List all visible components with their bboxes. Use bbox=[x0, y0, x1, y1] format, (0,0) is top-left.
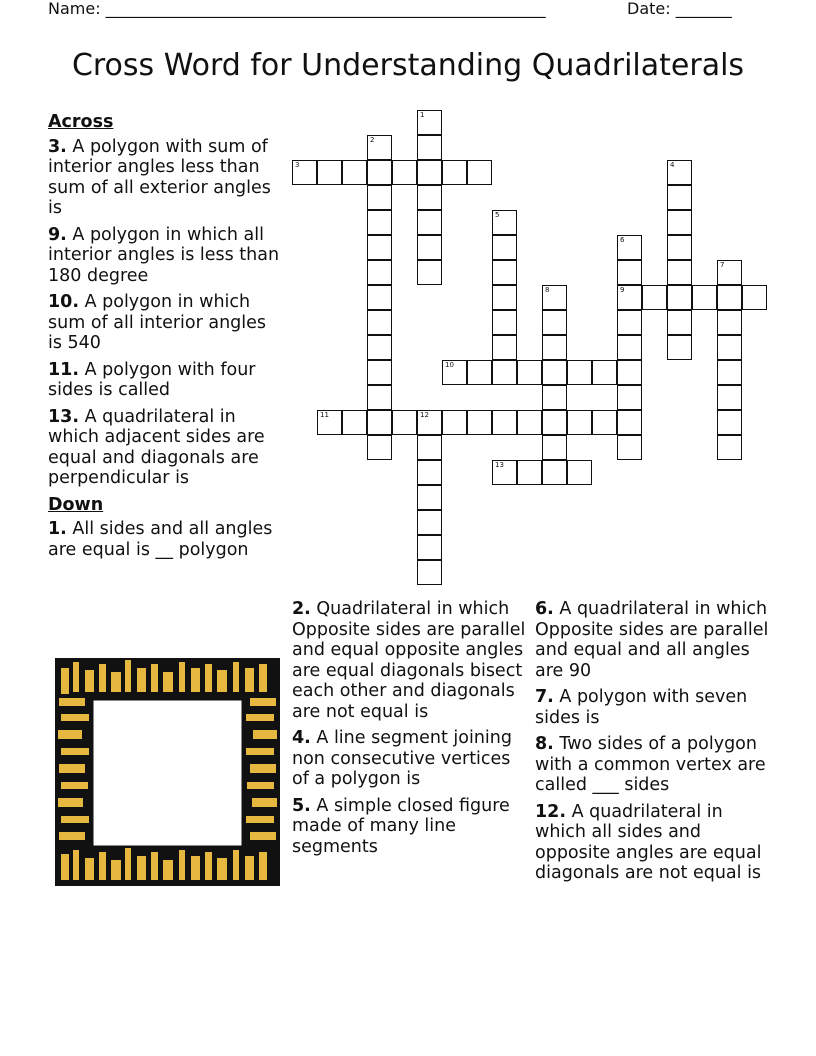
grid-cell[interactable] bbox=[617, 260, 642, 285]
grid-cell[interactable] bbox=[442, 410, 467, 435]
clue-down-7 bbox=[535, 687, 775, 728]
grid-cell[interactable] bbox=[567, 410, 592, 435]
grid-cell[interactable] bbox=[667, 285, 692, 310]
grid-cell[interactable] bbox=[367, 260, 392, 285]
clue-text: A quadrilateral in which Opposite sides are parallel and equal and all angles are 90 bbox=[535, 599, 769, 681]
grid-cell[interactable] bbox=[617, 335, 642, 360]
grid-cell[interactable] bbox=[542, 335, 567, 360]
grid-cell-number: 11 bbox=[320, 411, 329, 419]
grid-cell[interactable] bbox=[492, 310, 517, 335]
grid-cell-number: 7 bbox=[720, 261, 725, 269]
grid-cell[interactable] bbox=[492, 210, 517, 235]
grid-cell[interactable] bbox=[367, 210, 392, 235]
grid-cell-number: 13 bbox=[495, 461, 504, 469]
clue-across-3 bbox=[48, 137, 284, 219]
grid-cell-number: 6 bbox=[620, 236, 625, 244]
grid-cell[interactable] bbox=[417, 535, 442, 560]
grid-cell[interactable] bbox=[417, 560, 442, 585]
grid-cell[interactable] bbox=[492, 410, 517, 435]
grid-cell[interactable] bbox=[467, 360, 492, 385]
grid-cell[interactable] bbox=[617, 435, 642, 460]
clues-left-column bbox=[48, 112, 284, 566]
clue-down-8 bbox=[535, 734, 775, 796]
clue-number: 11. bbox=[48, 359, 80, 380]
grid-cell[interactable] bbox=[667, 160, 692, 185]
grid-cell[interactable] bbox=[667, 260, 692, 285]
grid-cell[interactable] bbox=[317, 160, 342, 185]
grid-cell[interactable] bbox=[567, 460, 592, 485]
clue-text: A polygon in which all interior angles is less than 180 degree bbox=[48, 224, 280, 286]
grid-cell-number: 1 bbox=[420, 111, 425, 119]
clue-down-5 bbox=[292, 796, 528, 858]
grid-cell[interactable] bbox=[367, 335, 392, 360]
clue-number: 1. bbox=[48, 519, 67, 539]
grid-cell[interactable] bbox=[367, 385, 392, 410]
grid-cell[interactable] bbox=[617, 285, 642, 310]
clue-text: A polygon with seven sides is bbox=[535, 687, 748, 728]
down-header: Down bbox=[48, 494, 104, 515]
clue-number: 12. bbox=[535, 801, 567, 822]
grid-cell[interactable] bbox=[492, 260, 517, 285]
grid-cell[interactable] bbox=[417, 135, 442, 160]
grid-cell[interactable] bbox=[642, 285, 667, 310]
grid-cell[interactable] bbox=[392, 410, 417, 435]
grid-cell[interactable] bbox=[367, 235, 392, 260]
clue-text: A polygon with sum of interior angles less than sum of all exterior angles is bbox=[48, 136, 271, 218]
grid-cell[interactable] bbox=[717, 410, 742, 435]
grid-cell[interactable] bbox=[617, 235, 642, 260]
clue-text: A quadrilateral in which all sides and opposite angles are equal diagonals are not equal is bbox=[535, 801, 762, 883]
clue-number: 4. bbox=[292, 728, 311, 748]
grid-cell[interactable] bbox=[417, 210, 442, 235]
grid-cell[interactable] bbox=[542, 360, 567, 385]
clue-number: 5. bbox=[292, 795, 311, 816]
grid-cell[interactable] bbox=[417, 410, 442, 435]
grid-cell[interactable] bbox=[417, 160, 442, 185]
grid-cell[interactable] bbox=[442, 360, 467, 385]
clue-number: 10. bbox=[48, 292, 80, 312]
grid-cell[interactable] bbox=[342, 410, 367, 435]
grid-cell[interactable] bbox=[342, 160, 367, 185]
grid-cell[interactable] bbox=[367, 135, 392, 160]
grid-cell[interactable] bbox=[617, 310, 642, 335]
grid-cell[interactable] bbox=[417, 460, 442, 485]
clue-number: 6. bbox=[535, 599, 554, 619]
grid-cell[interactable] bbox=[367, 160, 392, 185]
grid-cell-number: 4 bbox=[670, 161, 675, 169]
clue-text: A quadrilateral in which adjacent sides are equal and diagonals are perpendicular is bbox=[48, 406, 265, 488]
grid-cell[interactable] bbox=[517, 460, 542, 485]
grid-cell[interactable] bbox=[467, 410, 492, 435]
grid-cell[interactable] bbox=[667, 210, 692, 235]
clue-across-9 bbox=[48, 225, 284, 287]
clue-text: A simple closed figure made of many line segments bbox=[292, 795, 510, 857]
grid-cell[interactable] bbox=[717, 260, 742, 285]
page-title: Cross Word for Understanding Quadrilaterals bbox=[71, 48, 745, 83]
grid-cell[interactable] bbox=[417, 510, 442, 535]
grid-cell-number: 10 bbox=[445, 361, 454, 369]
clue-text: A line segment joining non consecutive vertices of a polygon is bbox=[292, 728, 512, 789]
clue-text: Two sides of a polygon with a common vertex are called ___ sides bbox=[535, 734, 766, 795]
grid-cell-number: 2 bbox=[370, 136, 375, 144]
grid-cell[interactable] bbox=[617, 385, 642, 410]
clue-down-1 bbox=[48, 519, 284, 560]
grid-cell[interactable] bbox=[417, 260, 442, 285]
grid-cell[interactable] bbox=[542, 460, 567, 485]
grid-cell[interactable] bbox=[417, 185, 442, 210]
clue-down-6 bbox=[535, 599, 775, 681]
grid-cell[interactable] bbox=[667, 335, 692, 360]
grid-cell[interactable] bbox=[542, 435, 567, 460]
grid-cell[interactable] bbox=[717, 335, 742, 360]
clue-across-10 bbox=[48, 292, 284, 354]
clue-text: Quadrilateral in which Opposite sides are parallel and equal opposite angles are equal diagonals bisect each other and diagonals are not equal is bbox=[292, 599, 526, 722]
grid-cell[interactable] bbox=[367, 285, 392, 310]
grid-cell[interactable] bbox=[392, 160, 417, 185]
grid-cell[interactable] bbox=[417, 485, 442, 510]
grid-cell[interactable] bbox=[417, 435, 442, 460]
grid-cell[interactable] bbox=[717, 360, 742, 385]
grid-cell[interactable] bbox=[492, 360, 517, 385]
grid-cell[interactable] bbox=[692, 285, 717, 310]
grid-cell[interactable] bbox=[742, 285, 767, 310]
clue-number: 8. bbox=[535, 734, 554, 754]
grid-cell-number: 8 bbox=[545, 286, 550, 294]
grid-cell[interactable] bbox=[367, 410, 392, 435]
clue-text: A polygon with four sides is called bbox=[48, 359, 256, 400]
grid-cell[interactable] bbox=[367, 185, 392, 210]
grid-cell[interactable] bbox=[567, 360, 592, 385]
clue-across-11 bbox=[48, 360, 284, 401]
clue-text: A polygon in which sum of all interior angles is 540 bbox=[48, 292, 267, 353]
clue-number: 13. bbox=[48, 406, 80, 427]
grid-cell[interactable] bbox=[492, 460, 517, 485]
grid-cell[interactable] bbox=[467, 160, 492, 185]
grid-cell[interactable] bbox=[292, 160, 317, 185]
grid-cell[interactable] bbox=[517, 410, 542, 435]
grid-cell[interactable] bbox=[367, 310, 392, 335]
grid-cell-number: 9 bbox=[620, 286, 625, 294]
grid-cell[interactable] bbox=[717, 435, 742, 460]
grid-cell[interactable] bbox=[667, 235, 692, 260]
city-skyline-frame-image bbox=[55, 658, 280, 886]
clue-number: 9. bbox=[48, 224, 67, 245]
grid-cell[interactable] bbox=[367, 360, 392, 385]
clue-number: 2. bbox=[292, 599, 311, 619]
grid-cell[interactable] bbox=[542, 310, 567, 335]
grid-cell-number: 12 bbox=[420, 411, 429, 419]
grid-cell[interactable] bbox=[617, 360, 642, 385]
grid-cell[interactable] bbox=[517, 360, 542, 385]
grid-cell[interactable] bbox=[542, 285, 567, 310]
clue-down-12 bbox=[535, 802, 775, 884]
grid-cell[interactable] bbox=[592, 360, 617, 385]
grid-cell[interactable] bbox=[717, 310, 742, 335]
clue-number: 3. bbox=[48, 136, 67, 157]
grid-cell[interactable] bbox=[717, 385, 742, 410]
clue-down-4 bbox=[292, 728, 528, 790]
name-line[interactable]: Name: _______________________________________________________ bbox=[48, 0, 546, 18]
clue-down-2 bbox=[292, 599, 528, 722]
grid-cell[interactable] bbox=[717, 285, 742, 310]
grid-cell[interactable] bbox=[317, 410, 342, 435]
grid-cell[interactable] bbox=[417, 110, 442, 135]
grid-cell[interactable] bbox=[367, 435, 392, 460]
grid-cell[interactable] bbox=[542, 410, 567, 435]
grid-cell[interactable] bbox=[492, 285, 517, 310]
clues-right-column bbox=[535, 599, 775, 890]
grid-cell[interactable] bbox=[667, 185, 692, 210]
clue-number: 7. bbox=[535, 687, 554, 707]
across-header: Across bbox=[48, 112, 114, 132]
grid-cell[interactable] bbox=[492, 335, 517, 360]
grid-cell[interactable] bbox=[492, 235, 517, 260]
grid-cell[interactable] bbox=[417, 235, 442, 260]
grid-cell-number: 5 bbox=[495, 211, 500, 219]
clues-middle-column bbox=[292, 599, 528, 863]
clue-text: All sides and all angles are equal is __ polygon bbox=[48, 519, 273, 560]
clue-across-13 bbox=[48, 407, 284, 489]
grid-cell[interactable] bbox=[617, 410, 642, 435]
grid-cell[interactable] bbox=[542, 385, 567, 410]
grid-cell-number: 3 bbox=[295, 161, 300, 169]
grid-cell[interactable] bbox=[592, 410, 617, 435]
grid-cell[interactable] bbox=[442, 160, 467, 185]
grid-cell[interactable] bbox=[667, 310, 692, 335]
date-line[interactable]: Date: _______ bbox=[627, 0, 732, 18]
